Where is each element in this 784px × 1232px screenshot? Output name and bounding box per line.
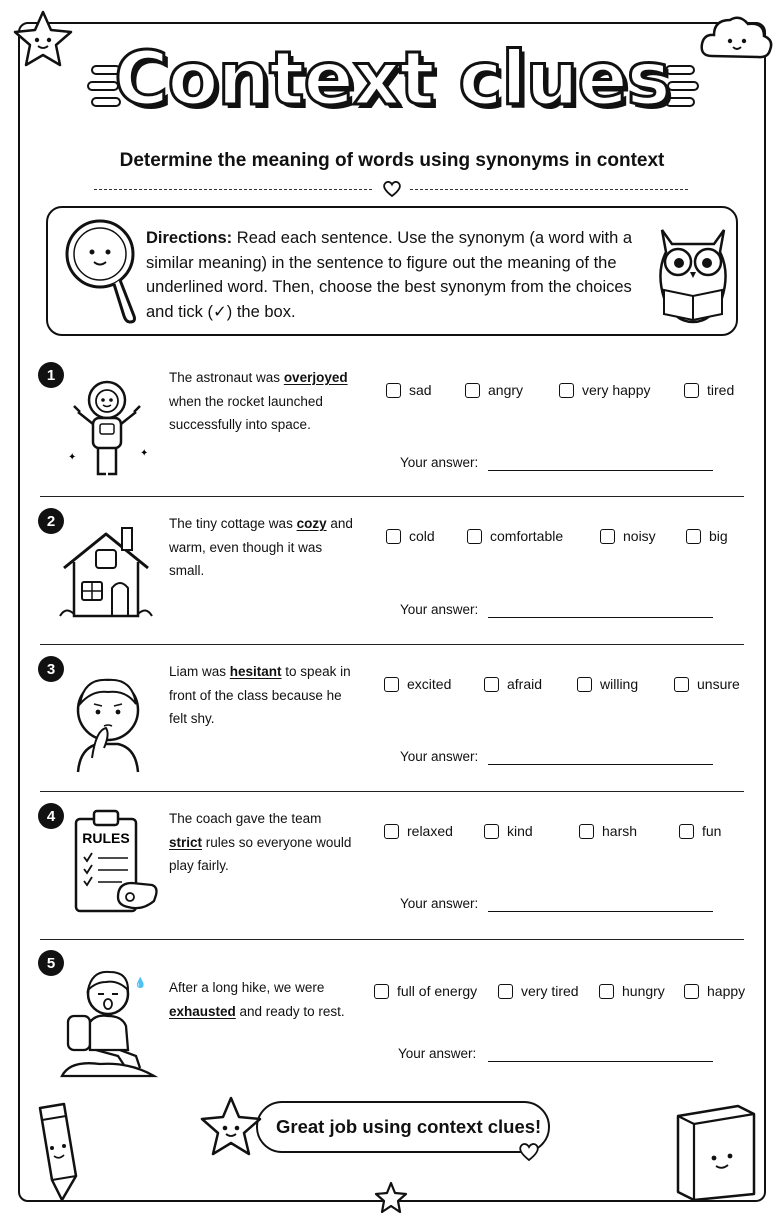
option-2[interactable] [467, 528, 563, 544]
option-1[interactable] [384, 676, 451, 692]
checkbox[interactable] [384, 677, 399, 692]
underlined-word: overjoyed [283, 370, 348, 385]
answer-line[interactable] [488, 470, 713, 471]
sentence-part: After a long hike, we were [169, 980, 325, 995]
option-4[interactable] [679, 823, 721, 839]
option-1[interactable] [386, 382, 432, 398]
option-label: happy [707, 983, 746, 999]
answer-line[interactable] [488, 1061, 713, 1062]
answer-label: Your answer: [400, 896, 479, 911]
sentence-part: to speak in front of the class because he felt shy. [169, 664, 351, 726]
underlined-word: hesitant [229, 664, 282, 679]
question-sentence [169, 660, 354, 731]
question-sentence [169, 366, 354, 437]
small-star-icon [372, 1180, 410, 1216]
option-label: fun [702, 823, 722, 839]
option-2[interactable] [465, 382, 523, 398]
question-1 [38, 362, 744, 494]
checkbox[interactable] [579, 824, 594, 839]
option-2[interactable] [484, 676, 542, 692]
checkbox[interactable] [465, 383, 480, 398]
divider [40, 644, 744, 645]
option-3[interactable] [579, 823, 637, 839]
underlined-word: exhausted [169, 1003, 236, 1019]
magnifying-glass-icon [62, 216, 142, 328]
question-sentence [169, 807, 354, 878]
answer-label: Your answer: [400, 602, 479, 617]
house-icon [58, 522, 154, 626]
checkbox[interactable] [686, 529, 701, 544]
directions-label: Directions: [146, 229, 233, 247]
option-3[interactable] [599, 983, 665, 999]
book-icon [668, 1100, 760, 1202]
rules-clipboard-icon [72, 807, 162, 919]
sentence-part: and warm, even though it was small. [169, 516, 353, 578]
checkbox[interactable] [684, 383, 699, 398]
pencil-icon [24, 1100, 84, 1204]
divider [40, 496, 744, 497]
answer-label: Your answer: [400, 749, 479, 764]
checkbox[interactable] [384, 824, 399, 839]
question-number: 4 [38, 803, 64, 829]
option-3[interactable] [559, 382, 650, 398]
option-label: noisy [623, 528, 656, 544]
checkbox[interactable] [674, 677, 689, 692]
option-label: full of energy [397, 983, 478, 999]
sentence-part: rules so everyone would play fairly. [169, 834, 352, 873]
question-number: 2 [38, 508, 64, 534]
sentence-part: The coach gave the team [169, 811, 322, 826]
divider-right [410, 189, 688, 190]
shy-boy-icon [66, 668, 152, 776]
checkbox[interactable] [600, 529, 615, 544]
option-4[interactable] [684, 382, 734, 398]
checkbox[interactable] [599, 984, 614, 999]
option-3[interactable] [600, 528, 656, 544]
sentence-part: and ready to rest. [235, 1003, 345, 1019]
svg-text:💧: 💧 [134, 978, 147, 989]
underlined-word: strict [169, 834, 203, 850]
divider [40, 791, 744, 792]
option-4[interactable] [686, 528, 728, 544]
option-label: comfortable [490, 528, 564, 544]
tired-hiker-icon [60, 964, 156, 1082]
checkbox[interactable] [467, 529, 482, 544]
footer-message: Great job using context clues! [256, 1101, 550, 1153]
directions-body: Read each sentence. Use the synonym (a word with a similar meaning) in the sentence to figure out the meaning of the underlined word. Then, choose the best synonym from the choices and tick (✓) the box. [146, 229, 633, 321]
option-label: willing [600, 676, 639, 692]
option-label: hungry [622, 983, 665, 999]
checkbox[interactable] [386, 529, 401, 544]
divider [40, 939, 744, 940]
option-label: harsh [602, 823, 638, 839]
option-label: tired [707, 382, 735, 398]
checkbox[interactable] [679, 824, 694, 839]
question-number: 5 [38, 950, 64, 976]
rules-label: RULES [82, 830, 130, 846]
astronaut-icon [62, 376, 152, 482]
question-number: 3 [38, 656, 64, 682]
directions-text [146, 226, 646, 324]
answer-label: Your answer: [400, 455, 479, 470]
directions-box [46, 206, 738, 336]
checkbox[interactable] [577, 677, 592, 692]
answer-label: Your answer: [398, 1046, 477, 1061]
option-label: angry [488, 382, 524, 398]
checkbox[interactable] [484, 824, 499, 839]
option-3[interactable] [577, 676, 638, 692]
option-label: big [709, 528, 728, 544]
option-label: kind [507, 823, 533, 839]
question-sentence [169, 512, 354, 583]
sentence-part: The astronaut was [169, 370, 284, 385]
checkbox[interactable] [484, 677, 499, 692]
question-number: 1 [38, 362, 64, 388]
sentence-part: Liam was [169, 664, 230, 679]
option-2[interactable] [484, 823, 533, 839]
checkbox[interactable] [374, 984, 389, 999]
underlined-word: cozy [296, 516, 327, 531]
page-subtitle: Determine the meaning of words using synonyms in context [119, 150, 665, 171]
question-3 [38, 656, 744, 788]
sentence-part: The tiny cottage was [169, 516, 297, 531]
option-1[interactable] [386, 528, 435, 544]
option-label: very tired [521, 983, 579, 999]
checkbox[interactable] [386, 383, 401, 398]
answer-line[interactable] [488, 911, 713, 912]
question-4 [38, 803, 744, 935]
owl-reading-icon [650, 222, 736, 330]
svg-text:✦: ✦ [140, 448, 149, 459]
divider-left [94, 189, 372, 190]
option-label: sad [409, 382, 432, 398]
question-sentence [169, 976, 354, 1023]
option-4[interactable] [674, 676, 740, 692]
option-label: excited [407, 676, 452, 692]
option-label: unsure [697, 676, 740, 692]
heart-icon [518, 1142, 540, 1162]
option-2[interactable] [498, 983, 579, 999]
option-label: cold [409, 528, 435, 544]
option-4[interactable] [684, 983, 745, 999]
option-label: very happy [582, 382, 651, 398]
heart-icon [382, 180, 402, 198]
checkbox[interactable] [498, 984, 513, 999]
answer-line[interactable] [488, 764, 713, 765]
question-2 [38, 508, 744, 640]
answer-line[interactable] [488, 617, 713, 618]
question-5 [38, 950, 744, 1090]
checkbox[interactable] [559, 383, 574, 398]
svg-text:✦: ✦ [68, 452, 77, 463]
checkbox[interactable] [684, 984, 699, 999]
page-title: Context clues [114, 36, 670, 122]
option-1[interactable] [384, 823, 453, 839]
sentence-part: when the rocket launched successfully into space. [169, 393, 323, 432]
option-label: afraid [507, 676, 543, 692]
option-label: relaxed [407, 823, 453, 839]
option-1[interactable] [374, 983, 477, 999]
